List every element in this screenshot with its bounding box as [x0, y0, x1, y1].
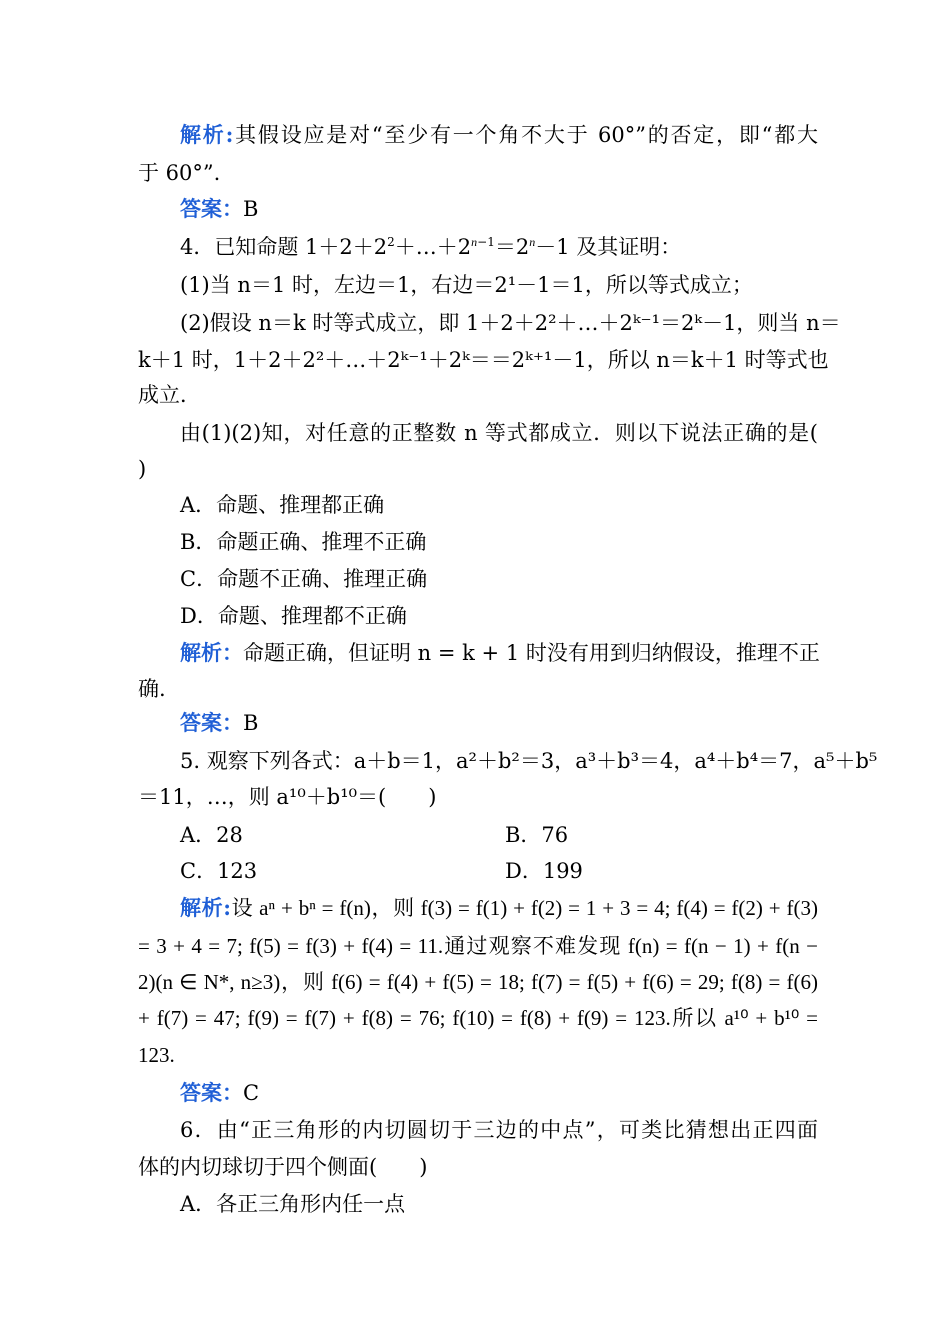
q5-answer — [180, 1078, 818, 1108]
q6-stem-line-1: 6．由“正三角形的内切圆切于三边的中点”，可类比猜想出正四面 — [180, 1118, 818, 1142]
q5-analysis-line-4: + f(7) = 47; f(9) = f(7) + f(8) = 76; f(10) = f(8) + f(9) = 123.所以 a¹⁰ + b¹⁰ = — [138, 1006, 818, 1030]
q4-option-c: C．命题不正确、推理正确 — [180, 567, 428, 591]
q3-analysis-text: 其假设应是对“至少有一个角不大于 60°”的否定，即“都大 — [233, 123, 818, 147]
q4-stem-mid2: ＝2 — [494, 235, 530, 259]
q4-option-b: B．命题正确、推理不正确 — [180, 530, 427, 554]
q5-answer-value: C — [243, 1081, 260, 1105]
q4-stem: 4．已知命题 $1+2+2^2+\dots+2^{n-1}=2^n-1$ 及其证明： — [180, 235, 682, 259]
q5-stem-line-1: 5. 观察下列各式：a＋b＝1，a²＋b²＝3，a³＋b³＝4，a⁴＋b⁴＝7，a⁵＋b⁵ — [180, 749, 878, 773]
answer-label: 答案： — [180, 1080, 243, 1105]
q5-option-a: A．28 — [180, 823, 243, 847]
q5-analysis-text: 设 aⁿ + bⁿ = f(n)，则 f(3) = f(1) + f(2) = 1 + 3 = 4; f(4) = f(2) + f(3) — [231, 896, 818, 920]
q5-analysis-line-3: 2)(n ∈ N*, n≥3)，则 f(6) = f(4) + f(5) = 18; f(7) = f(5) + f(6) = 29; f(8) = f(6) — [138, 970, 818, 994]
q5-stem-line-2: ＝11，…，则 a¹⁰＋b¹⁰＝( ) — [138, 785, 437, 809]
q5-analysis-line-5: 123. — [138, 1043, 175, 1067]
q4-analysis-line-2: 确. — [138, 677, 166, 701]
q3-answer-value: B — [243, 197, 259, 221]
q4-analysis-line-1 — [180, 638, 818, 668]
q4-step2-line-2: k＋1 时，1＋2＋2²＋…＋2ᵏ⁻¹＋2ᵏ＝＝2ᵏ⁺¹－1，所以 n＝k＋1 时等式也 — [138, 348, 829, 372]
q3-analysis-line-1 — [180, 120, 818, 150]
q4-option-d: D．命题、推理都不正确 — [180, 604, 407, 628]
q4-option-a: A．命题、推理都正确 — [180, 493, 385, 517]
q4-step1: (1)当 n＝1 时，左边＝1，右边＝2¹－1＝1，所以等式成立； — [180, 273, 753, 297]
q3-analysis-line-2: 于 60°”. — [138, 161, 221, 185]
q4-stem-suffix: －1 及其证明： — [535, 235, 682, 259]
q3-answer — [180, 194, 818, 224]
analysis-label: 解析： — [180, 640, 243, 665]
answer-label: 答案： — [180, 710, 243, 735]
q5-option-b: B．76 — [505, 823, 569, 847]
q4-conclusion-line-2: ) — [138, 457, 147, 481]
q6-option-a: A．各正三角形内任一点 — [180, 1192, 406, 1216]
q5-analysis-line-1 — [180, 893, 818, 923]
analysis-label: 解析: — [180, 895, 232, 920]
q4-step2-line-3: 成立． — [138, 383, 201, 407]
q5-option-c: C．123 — [180, 859, 258, 883]
q4-step2-line-1: (2)假设 n＝k 时等式成立，即 1＋2＋2²＋…＋2ᵏ⁻¹＝2ᵏ－1，则当 n＝ — [180, 311, 841, 335]
q4-answer — [180, 708, 818, 738]
q5-option-d: D．199 — [505, 859, 583, 883]
q4-answer-value: B — [243, 711, 259, 735]
q4-stem-prefix: 4．已知命题 1＋2＋2 — [180, 235, 388, 259]
q4-analysis-text: 命题正确，但证明 n = k + 1 时没有用到归纳假设，推理不正 — [243, 641, 820, 665]
analysis-label: 解析: — [180, 122, 234, 147]
answer-label: 答案： — [180, 196, 243, 221]
q4-stem-mid: ＋…＋2 — [394, 235, 472, 259]
q6-stem-line-2: 体的内切球切于四个侧面( ) — [138, 1155, 428, 1179]
q4-conclusion-line-1: 由(1)(2)知，对任意的正整数 n 等式都成立．则以下说法正确的是( — [180, 421, 818, 445]
q5-analysis-line-2: = 3 + 4 = 7; f(5) = f(3) + f(4) = 11.通过观察不难发现 f(n) = f(n − 1) + f(n − — [138, 934, 818, 958]
